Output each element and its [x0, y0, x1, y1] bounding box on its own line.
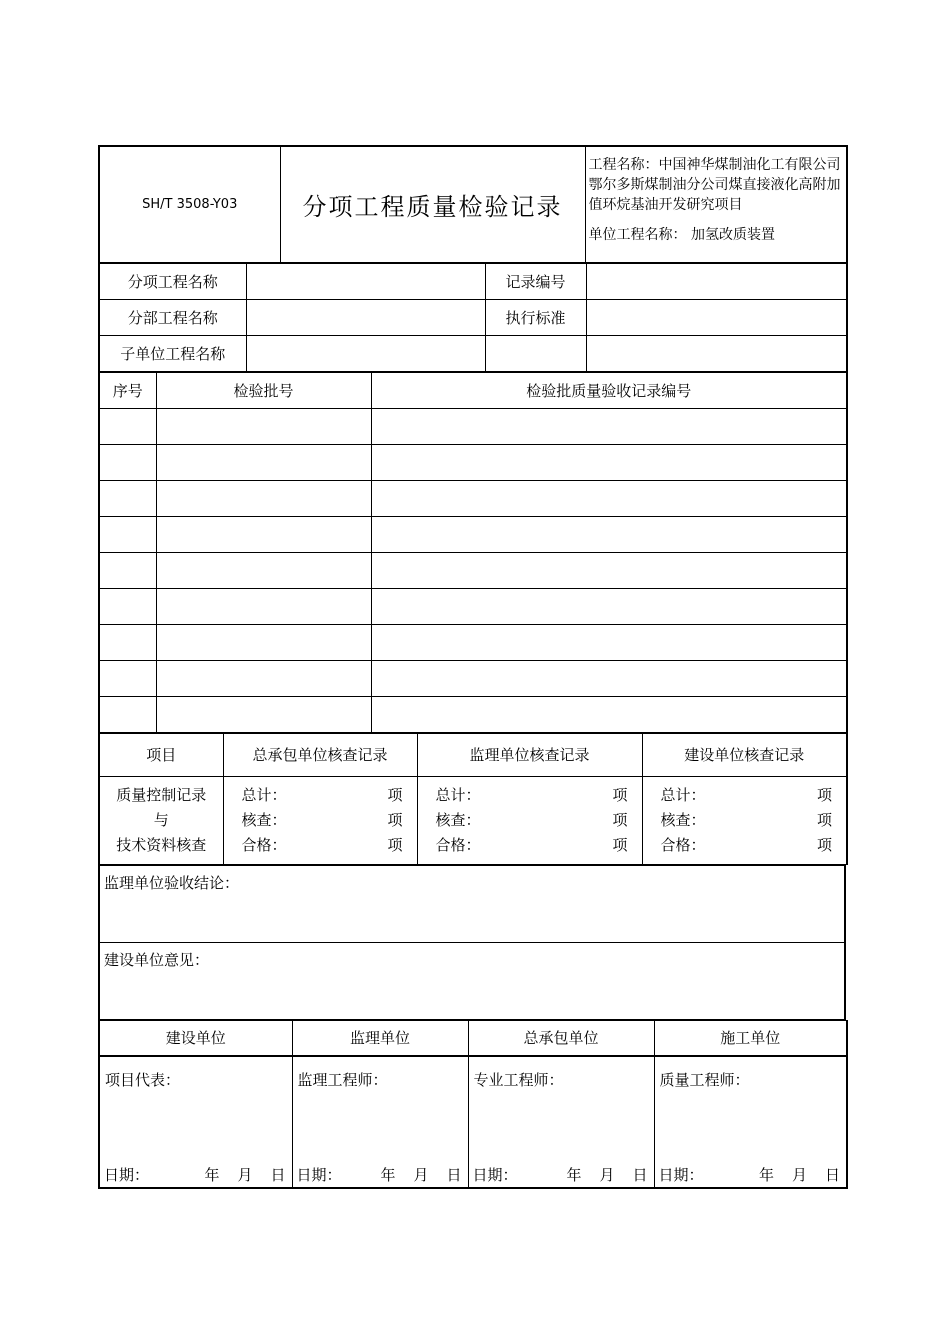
review-col-contractor: 总承包单位核查记录: [223, 733, 417, 776]
date-year: 年: [758, 1166, 774, 1184]
signature-role: 监理工程师：: [297, 1071, 388, 1089]
check-label: 合格：: [241, 835, 287, 854]
review-item-label: 质量控制记录 与 技术资料核查: [99, 776, 223, 864]
sig-col-supervisor: 监理单位: [292, 1020, 468, 1056]
check-line: [224, 783, 417, 808]
batch-table: [98, 372, 848, 733]
check-label: 核查：: [241, 810, 287, 829]
check-label: 总计：: [241, 785, 287, 804]
signature-cell[interactable]: [99, 1056, 292, 1188]
empty-cell: [485, 335, 586, 371]
signature-row: [99, 1056, 847, 1188]
supervisor-conclusion-label: 监理单位验收结论：: [104, 873, 240, 892]
date-day: 日: [270, 1166, 286, 1184]
batch-no-cell[interactable]: [156, 660, 371, 696]
subpart-name-label: 分部工程名称: [99, 299, 246, 335]
review-table: [98, 733, 848, 865]
batch-no-cell[interactable]: [156, 696, 371, 732]
check-label: 合格：: [435, 835, 481, 854]
contractor-check: [223, 776, 417, 864]
check-unit: 项: [387, 835, 403, 854]
table-row: [99, 588, 847, 624]
date-month: 月: [791, 1166, 807, 1184]
table-row: [99, 624, 847, 660]
batch-seq-cell[interactable]: [99, 480, 156, 516]
owner-opinion-label: 建设单位意见：: [104, 950, 210, 969]
table-row: [99, 516, 847, 552]
check-label: 总计：: [435, 785, 481, 804]
signature-cell[interactable]: [292, 1056, 468, 1188]
check-line: [643, 808, 847, 833]
signature-role: 质量工程师：: [659, 1071, 750, 1089]
project-info: [585, 146, 847, 262]
check-unit: 项: [816, 835, 832, 854]
subunit-name-label: 子单位工程名称: [99, 335, 246, 371]
table-row: [99, 552, 847, 588]
standard-field[interactable]: [586, 299, 847, 335]
check-label: 核查：: [660, 810, 706, 829]
check-line: [418, 783, 642, 808]
signature-table: [98, 1020, 848, 1190]
standard-code: SH/T 3508-Y03: [99, 146, 280, 262]
check-unit: 项: [612, 810, 628, 829]
col-batch-record-no: 检验批质量验收记录编号: [371, 372, 847, 408]
batch-record-cell[interactable]: [371, 624, 847, 660]
batch-record-cell[interactable]: [371, 516, 847, 552]
batch-seq-cell[interactable]: [99, 696, 156, 732]
signature-date: [473, 1164, 648, 1185]
table-row: [99, 408, 847, 444]
check-line: [418, 808, 642, 833]
date-month: 月: [237, 1166, 253, 1184]
check-label: 合格：: [660, 835, 706, 854]
check-label: 总计：: [660, 785, 706, 804]
review-col-item: 项目: [99, 733, 223, 776]
unit-project-name: 单位工程名称： 加氢改质装置: [588, 227, 775, 243]
check-unit: 项: [816, 810, 832, 829]
date-parts: [759, 1164, 840, 1185]
check-line: [418, 833, 642, 858]
subpart-name-field[interactable]: [246, 299, 485, 335]
table-row: [99, 696, 847, 732]
owner-opinion[interactable]: [99, 942, 845, 1019]
batch-table-header: [99, 372, 847, 408]
date-month: 月: [413, 1166, 429, 1184]
date-day: 日: [446, 1166, 462, 1184]
date-label: 日期：: [296, 1166, 342, 1184]
batch-seq-cell[interactable]: [99, 408, 156, 444]
subitem-name-field[interactable]: [246, 263, 485, 299]
check-line: [224, 808, 417, 833]
batch-no-cell[interactable]: [156, 516, 371, 552]
owner-check: [642, 776, 847, 864]
batch-seq-cell[interactable]: [99, 552, 156, 588]
batch-no-cell[interactable]: [156, 408, 371, 444]
review-col-supervisor: 监理单位核查记录: [417, 733, 642, 776]
date-year: 年: [204, 1166, 220, 1184]
supervisor-conclusion[interactable]: [99, 865, 845, 942]
batch-no-cell[interactable]: [156, 552, 371, 588]
date-label: 日期：: [472, 1166, 518, 1184]
date-month: 月: [599, 1166, 615, 1184]
project-name: 工程名称：中国神华煤制油化工有限公司鄂尔多斯煤制油分公司煤直接液化高附加值环烷基油开发研究项目: [588, 157, 841, 213]
batch-no-cell[interactable]: [156, 588, 371, 624]
date-parts: [566, 1164, 647, 1185]
date-day: 日: [824, 1166, 840, 1184]
col-batch-no: 检验批号: [156, 372, 371, 408]
check-label: 核查：: [435, 810, 481, 829]
check-unit: 项: [816, 785, 832, 804]
batch-no-cell[interactable]: [156, 624, 371, 660]
check-line: [643, 783, 847, 808]
batch-seq-cell[interactable]: [99, 660, 156, 696]
date-year: 年: [566, 1166, 582, 1184]
opinion-table: [98, 865, 846, 1020]
info-table: [98, 263, 848, 372]
batch-record-cell[interactable]: [371, 552, 847, 588]
date-parts: [204, 1164, 285, 1185]
check-unit: 项: [387, 810, 403, 829]
date-day: 日: [632, 1166, 648, 1184]
form-header: [98, 145, 848, 263]
batch-record-cell[interactable]: [371, 480, 847, 516]
batch-record-cell[interactable]: [371, 588, 847, 624]
batch-seq-cell[interactable]: [99, 624, 156, 660]
subunit-name-field[interactable]: [246, 335, 485, 371]
review-col-owner: 建设单位核查记录: [642, 733, 847, 776]
date-parts: [380, 1164, 461, 1185]
date-year: 年: [380, 1166, 396, 1184]
check-line: [224, 833, 417, 858]
signature-header: [99, 1020, 847, 1056]
col-seq: 序号: [99, 372, 156, 408]
sig-col-owner: 建设单位: [99, 1020, 292, 1056]
batch-seq-cell[interactable]: [99, 444, 156, 480]
date-label: 日期：: [104, 1166, 150, 1184]
batch-record-cell[interactable]: [371, 444, 847, 480]
review-header: [99, 733, 847, 776]
signature-date: [659, 1164, 841, 1185]
signature-role: 项目代表：: [105, 1071, 181, 1089]
batch-no-cell[interactable]: [156, 444, 371, 480]
check-unit: 项: [612, 785, 628, 804]
signature-cell[interactable]: [468, 1056, 654, 1188]
date-label: 日期：: [658, 1166, 704, 1184]
batch-seq-cell[interactable]: [99, 516, 156, 552]
batch-record-cell[interactable]: [371, 408, 847, 444]
batch-no-cell[interactable]: [156, 480, 371, 516]
check-unit: 项: [387, 785, 403, 804]
review-row: [99, 776, 847, 864]
sig-col-contractor: 总承包单位: [468, 1020, 654, 1056]
subitem-name-label: 分项工程名称: [99, 263, 246, 299]
inspection-record-form: [98, 145, 846, 1189]
sig-col-builder: 施工单位: [654, 1020, 847, 1056]
table-row: [99, 660, 847, 696]
check-line: [643, 833, 847, 858]
signature-cell[interactable]: [654, 1056, 847, 1188]
signature-date: [297, 1164, 462, 1185]
table-row: [99, 444, 847, 480]
page-title: 分项工程质量检验记录: [280, 146, 585, 262]
signature-role: 专业工程师：: [473, 1071, 564, 1089]
check-unit: 项: [612, 835, 628, 854]
signature-date: [104, 1164, 286, 1185]
standard-label: 执行标准: [485, 299, 586, 335]
empty-cell: [586, 335, 847, 371]
batch-seq-cell[interactable]: [99, 588, 156, 624]
batch-record-cell[interactable]: [371, 696, 847, 732]
table-row: [99, 480, 847, 516]
supervisor-check: [417, 776, 642, 864]
record-no-label: 记录编号: [485, 263, 586, 299]
record-no-field[interactable]: [586, 263, 847, 299]
batch-record-cell[interactable]: [371, 660, 847, 696]
